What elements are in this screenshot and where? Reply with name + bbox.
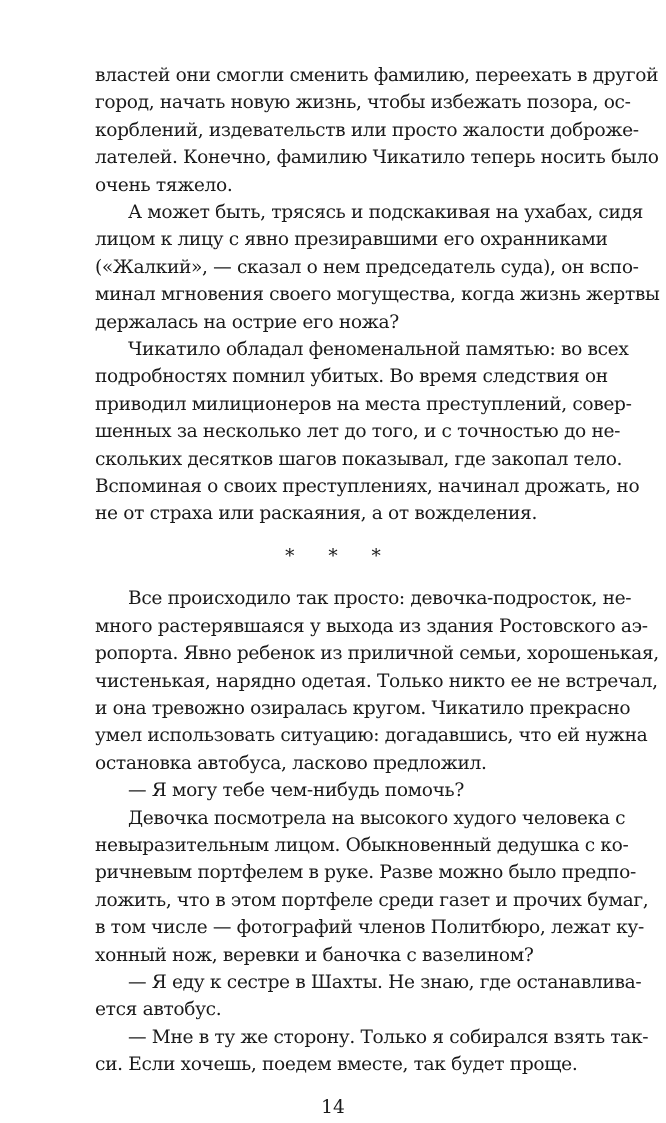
text-line: подробностях помнил убитых. Во время следствия он [95,366,608,388]
text-line: держалась на острие его ножа? [95,311,399,333]
dialogue-line: — Я еду к сестре в Шахты. Не знаю, где останавлива- [128,971,642,993]
text-line: умел использовать ситуацию: догадавшись, что ей нужна [95,725,648,747]
text-line: ричневым портфелем в руке. Разве можно было предпо- [95,862,636,884]
dialogue-line: — Я могу тебе чем-нибудь помочь? [128,780,464,802]
section-separator: * * * [285,545,395,567]
text-line: приводил милиционеров на места преступлений, совер- [95,393,632,415]
text-line: лицом к лицу с явно презиравшими его охранниками [95,229,608,251]
text-line: город, начать новую жизнь, чтобы избежать позора, ос- [95,92,631,114]
text-line: А может быть, трясясь и подскакивая на ухабах, сидя [128,202,643,223]
text-line: скольких десятков шагов показывал, где закопал тело. [95,448,623,470]
text-line: корблений, издевательств или просто жалости доброже- [95,119,639,141]
text-line: ложить, что в этом портфеле среди газет и прочих бумаг, [95,889,649,911]
text-line: много растерявшаяся у выхода из здания Ростовского аэ- [95,615,648,637]
text-line: минал мгновения своего могущества, когда жизнь жертвы [95,284,660,306]
page-number: 14 [321,1096,345,1118]
text-line: Вспоминая о своих преступлениях, начинал дрожать, но [95,476,640,497]
text-line: си. Если хочешь, поедем вместе, так будет проще. [95,1054,578,1076]
text-line: остановка автобуса, ласково предложил. [95,752,487,774]
text-line: шенных за несколько лет до того, и с точностью до не- [95,421,621,443]
text-line: и она тревожно озиралась кругом. Чикатило прекрасно [95,697,631,719]
text-line: хонный нож, веревки и баночка с вазелином? [95,944,534,966]
text-line: не от страха или раскаяния, а от вожделения. [95,503,537,525]
text-line: Чикатило обладал феноменальной памятью: во всех [128,339,629,360]
text-line: («Жалкий», — сказал о нем председатель суда), он вспо- [95,256,639,278]
text-line: невыразительным лицом. Обыкновенный дедушка с ко- [95,834,629,856]
text-line: ется автобус. [95,999,222,1021]
text-line: очень тяжело. [95,174,233,196]
text-line: лателей. Конечно, фамилию Чикатило теперь носить было [95,147,659,169]
text-line: Все происходило так просто: девочка-подросток, не- [128,588,632,610]
text-line: Девочка посмотрела на высокого худого человека с [128,807,626,829]
text-line: чистенькая, нарядно одетая. Только никто ее не встречал, [95,670,658,692]
text-line: в том числе — фотографий членов Политбюро, лежат ку- [95,917,644,939]
dialogue-line: — Мне в ту же сторону. Только я собирался взять так- [128,1026,649,1048]
text-line: ропорта. Явно ребенок из приличной семьи, хорошенькая, [95,643,659,665]
text-line: властей они смогли сменить фамилию, переехать в другой [95,65,659,86]
